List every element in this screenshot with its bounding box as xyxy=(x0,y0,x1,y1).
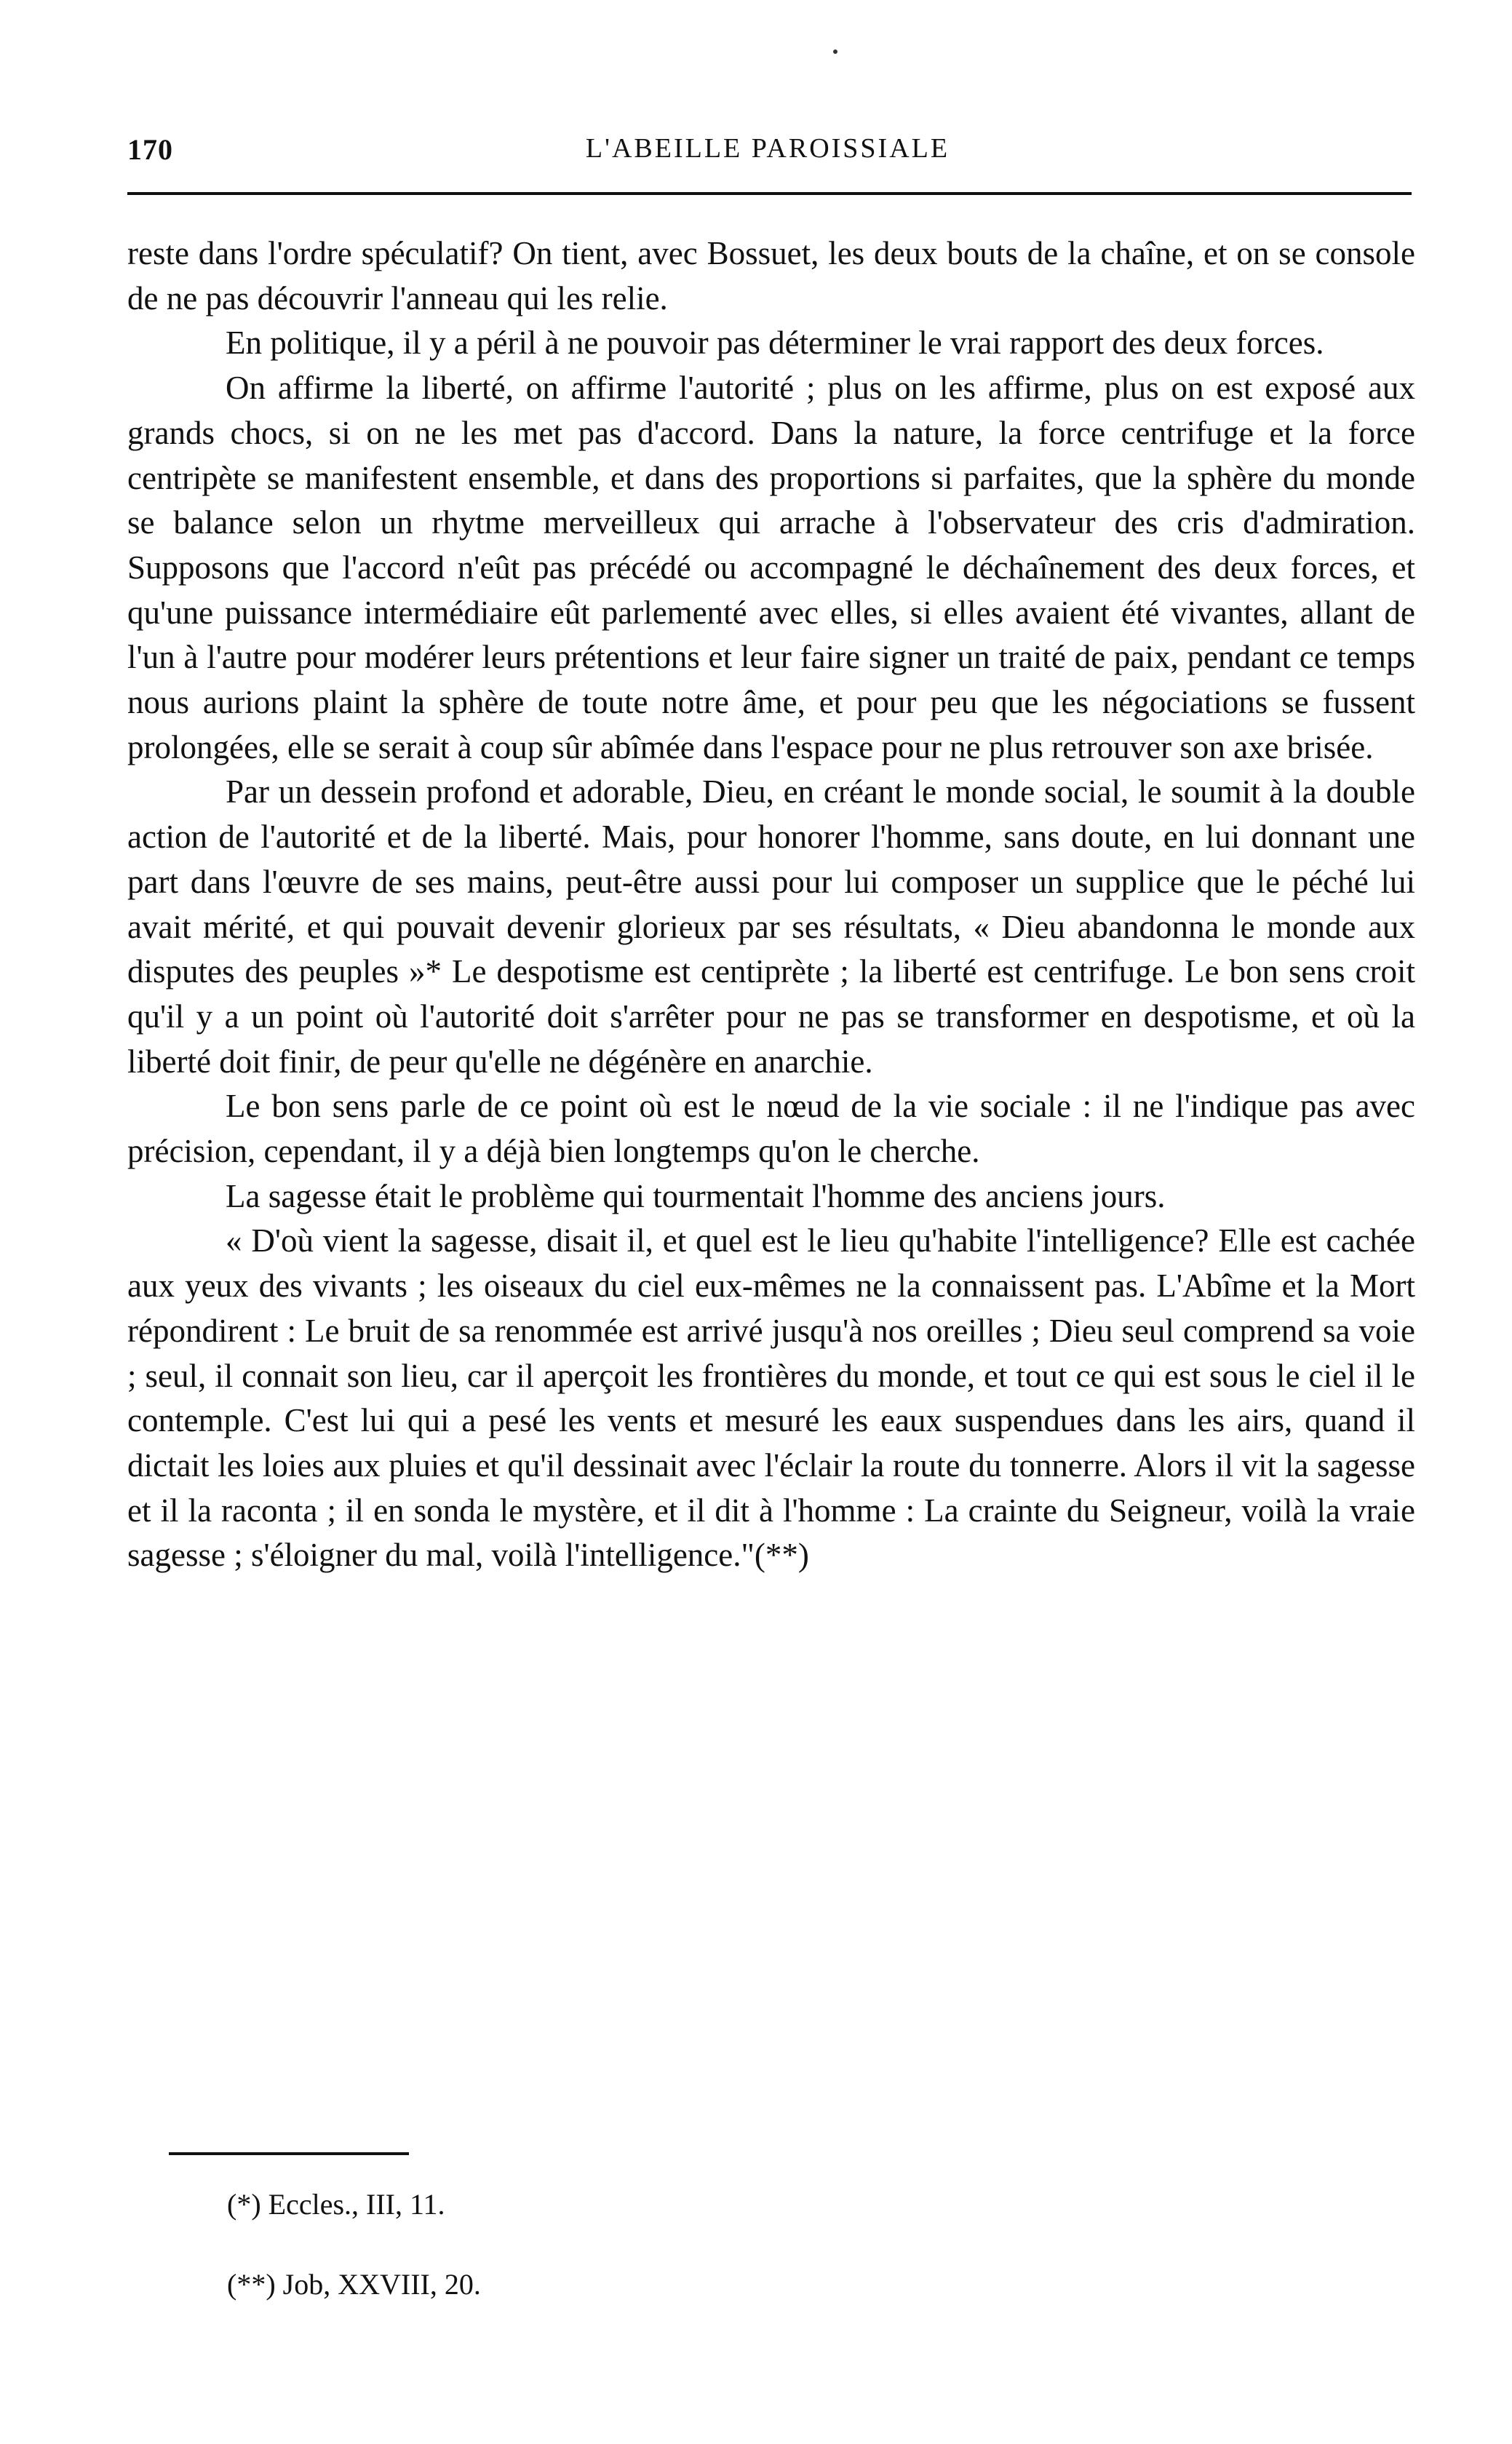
paragraph: On affirme la liberté, on affirme l'autorité ; plus on les affirme, plus on est exposé aux grands chocs, si on ne les met pas d'accord. Dans la nature, la force centrifuge et la force centripète se manifestent ensemble, et dans des proportions si parfaites, que la sphère du monde se balance selon un rhytme merveilleux qui arrache à l'observateur des cris d'admiration. Supposons que l'accord n'eût pas précédé ou accompagné le déchaînement des deux forces, et qu'une puissance intermédiaire eût parlementé avec elles, si elles avaient été vivantes, allant de l'un à l'autre pour modérer leurs prétentions et leur faire signer un traité de paix, pendant ce temps nous aurions plaint la sphère de toute notre âme, et pour peu que les négociations se fussent prolongées, elle se serait à coup sûr abîmée dans l'espace pour ne plus retrouver son axe brisée. xyxy=(127,370,1415,765)
footnotes xyxy=(227,2165,955,2325)
footnote: (**) Job, XXVIII, 20. xyxy=(227,2268,481,2301)
page-header xyxy=(127,132,1408,176)
paragraph: Le bon sens parle de ce point où est le nœud de la vie sociale : il ne l'indique pas avec précision, cependant, il y a déjà bien longtemps qu'on le cherche. xyxy=(127,1088,1415,1170)
paragraph: Par un dessein profond et adorable, Dieu, en créant le monde social, le soumit à la double action de l'autorité et de la liberté. Mais, pour honorer l'homme, sans doute, en lui donnant une part dans l'œuvre de ses mains, peut-être aussi pour lui composer un supplice que le péché lui avait mérité, et qui pouvait devenir glorieux par ses résultats, « Dieu abandonna le monde aux disputes des peuples »* Le despotisme est centiprète ; la liberté est centrifuge. Le bon sens croit qu'il y a un point où l'autorité doit s'arrêter pour ne pas se transformer en despotisme, et où la liberté doit finir, de peur qu'elle ne dégénère en anarchie. xyxy=(127,773,1415,1080)
header-rule xyxy=(127,192,1412,195)
paragraph: La sagesse était le problème qui tourmentait l'homme des anciens jours. xyxy=(226,1177,1166,1214)
print-speck xyxy=(833,49,837,54)
body-text xyxy=(127,231,1415,1578)
running-title: L'ABEILLE PAROISSIALE xyxy=(585,133,950,164)
footnote-rule xyxy=(169,2152,409,2155)
page-number: 170 xyxy=(127,133,173,166)
paragraph: En politique, il y a péril à ne pouvoir pas déterminer le vrai rapport des deux forces. xyxy=(226,325,1324,362)
paragraph: reste dans l'ordre spéculatif? On tient, avec Bossuet, les deux bouts de la chaîne, et on se console de ne pas découvrir l'anneau qui les relie. xyxy=(127,235,1415,317)
paragraph: « D'où vient la sagesse, disait il, et quel est le lieu qu'habite l'intelligence? Elle est cachée aux yeux des vivants ; les oiseaux du ciel eux-mêmes ne la connaissent pas. L'Abîme et la Mort répondirent : Le bruit de sa renommée est arrivé jusqu'à nos oreilles ; Dieu seul comprend sa voie ; seul, il connait son lieu, car il aperçoit les frontières du monde, et tout ce qui est sous le ciel il le contemple. C'est lui qui a pesé les vents et mesuré les eaux suspendues dans les airs, quand il dictait les loies aux pluies et qu'il dessinait avec l'éclair la route du tonnerre. Alors il vit la sagesse et il la raconta ; il en sonda le mystère, et il dit à l'homme : La crainte du Seigneur, voilà la vraie sagesse ; s'éloigner du mal, voilà l'intelligence."(**) xyxy=(127,1222,1415,1574)
footnote: (*) Eccles., III, 11. xyxy=(227,2188,445,2221)
